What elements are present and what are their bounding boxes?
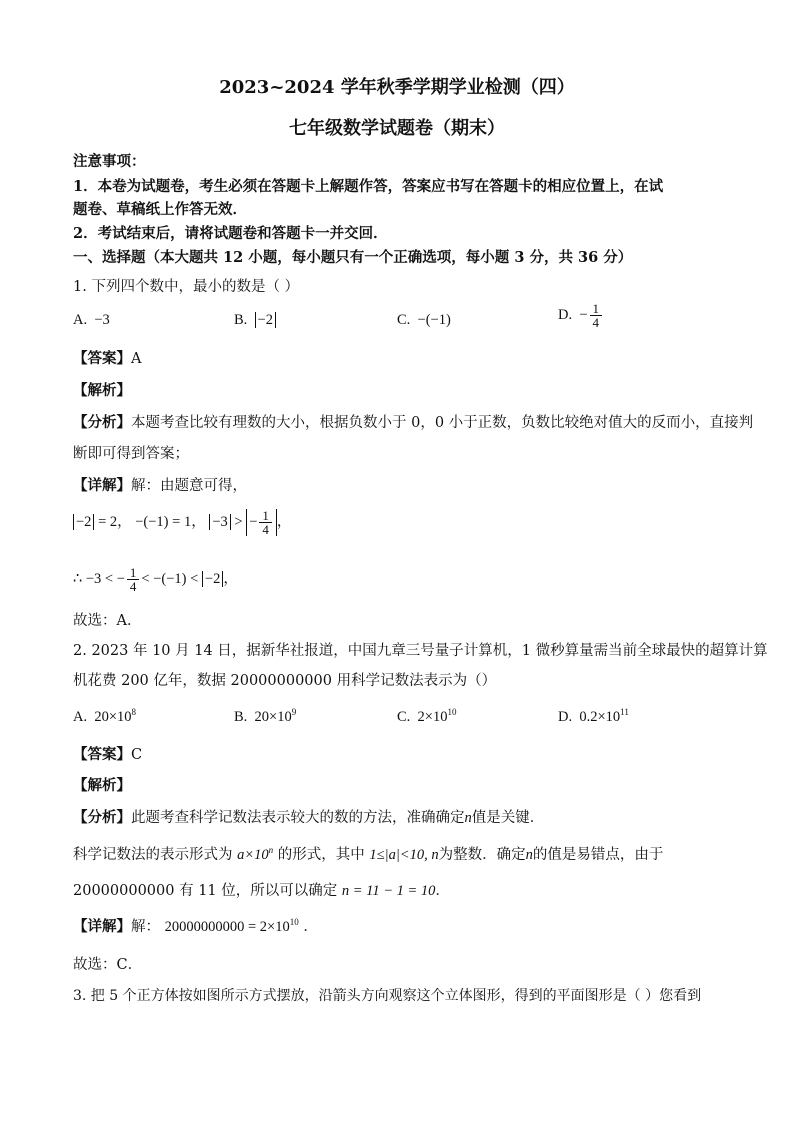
fraction-numerator: 1 xyxy=(590,302,603,316)
fenxi-text: 值是关键． xyxy=(471,810,545,826)
eq-term: −2 xyxy=(73,514,94,530)
option-label: C. xyxy=(397,312,411,328)
option-label: D. xyxy=(558,306,573,323)
q1-fenxi-cont: 断即可得到答案； xyxy=(73,446,189,462)
option-value: −3 xyxy=(94,312,110,328)
q1-option-b xyxy=(234,312,276,329)
option-value: 20×10 xyxy=(94,709,132,725)
math-expression: a×10 xyxy=(237,847,269,863)
eq-term: < −(−1) < xyxy=(141,570,199,587)
q2-xiangjie xyxy=(73,915,318,936)
q2-answer xyxy=(73,743,142,764)
notice-item-2: 2．考试结束后，请将试题卷和答题卡一并交回． xyxy=(73,225,388,242)
eq-term: ， xyxy=(223,570,238,587)
q2-stem: 2. 2023 年 10 月 14 日，据新华社报道，中国九章三号量子计算机，1 微秒算量需当前全球最快的超算计算 xyxy=(73,643,768,659)
q1-stem: 1. 下列四个数中，最小的数是（ ） xyxy=(73,279,300,295)
option-value: 2×10 xyxy=(417,709,448,725)
xiangjie-tag: 【详解】 xyxy=(73,918,131,935)
eq-term: −(−1) = 1， xyxy=(135,513,206,530)
q1-fenxi xyxy=(73,411,753,432)
section-heading: 一、选择题（本大题共 12 小题，每小题只有一个正确选项，每小题 3 分，共 36 分） xyxy=(73,249,633,266)
fraction xyxy=(590,302,603,329)
option-value: −2 xyxy=(255,312,276,328)
text: 为整数．确定 xyxy=(438,847,526,863)
eq-term: ， xyxy=(276,513,292,530)
option-label: D. xyxy=(558,709,573,725)
fraction-denominator: 4 xyxy=(262,522,269,537)
notice-item-1: 1．本卷为试题卷，考生必须在答题卡上解题作答，答案应书写在答题卡的相应位置上，在试 xyxy=(73,178,664,195)
math-expression: 1≤|a|<10, n xyxy=(369,847,439,863)
answer-value: A xyxy=(131,351,142,367)
math-variable: n xyxy=(464,810,472,826)
q2-option-c xyxy=(397,707,456,726)
fraction-numerator: 1 xyxy=(259,509,272,523)
text: ． xyxy=(303,919,318,935)
q2-fenxi xyxy=(73,806,544,827)
option-sign: − xyxy=(579,306,588,323)
xiangjie-text: 解： xyxy=(131,919,160,935)
fraction xyxy=(127,566,140,593)
q1-analysis-tag: 【解析】 xyxy=(73,382,131,399)
eq-abs-fraction xyxy=(246,509,277,536)
q1-xiangjie xyxy=(73,474,247,495)
notice-item-1-cont: 题卷、草稿纸上作答无效． xyxy=(73,201,247,218)
q2-stem-cont: 机花费 200 亿年，数据 20000000000 用科学记数法表示为（） xyxy=(73,673,497,689)
eq-term: −3 xyxy=(209,514,230,530)
option-value: 20×10 xyxy=(254,709,292,725)
fraction xyxy=(259,509,272,536)
q3-stem: 3. 把 5 个正方体按如图所示方式摆放，沿箭头方向观察这个立体图形，得到的平面图形是（ ）您看到 xyxy=(73,988,702,1004)
text: 20000000000 有 11 位，所以可以确定 xyxy=(73,883,338,899)
q1-conclusion: 故选：A． xyxy=(73,613,142,629)
answer-tag: 【答案】 xyxy=(73,746,131,763)
answer-tag: 【答案】 xyxy=(73,350,131,367)
eq-term: > xyxy=(234,513,243,530)
page-title: 2023~2024 学年秋季学期学业检测（四） xyxy=(219,77,575,98)
fenxi-tag: 【分析】 xyxy=(73,414,131,431)
eq-term: = 2， xyxy=(98,513,132,530)
text: 科学记数法的表示形式为 xyxy=(73,847,233,863)
eq-term: ∴ −3 < − xyxy=(73,570,125,587)
option-label: B. xyxy=(234,312,248,328)
fraction-numerator: 1 xyxy=(127,566,140,580)
fraction-denominator: 4 xyxy=(592,315,600,330)
eq-term: − xyxy=(249,513,258,530)
option-label: C. xyxy=(397,709,411,725)
option-label: A. xyxy=(73,312,88,328)
math-exponent: 10 xyxy=(289,917,299,927)
q1-answer xyxy=(73,347,141,368)
fraction-denominator: 4 xyxy=(129,579,137,594)
page-subtitle: 七年级数学试题卷（期末） xyxy=(289,118,505,139)
math-expression: 20000000000 = 2×10 xyxy=(164,919,290,935)
eq-term: −2 xyxy=(202,571,223,587)
xiangjie-tag: 【详解】 xyxy=(73,477,131,494)
q2-analysis-line-2 xyxy=(73,843,663,864)
fenxi-text: 本题考查比较有理数的大小，根据负数小于 0，0 小于正数，负数比较绝对值大的反而小，直接判 xyxy=(131,415,754,431)
option-label: A. xyxy=(73,709,88,725)
fenxi-tag: 【分析】 xyxy=(73,809,131,826)
option-exponent: 8 xyxy=(131,707,137,717)
q1-option-d xyxy=(558,302,604,329)
q2-analysis-line-3 xyxy=(73,879,450,900)
option-exponent: 11 xyxy=(620,707,629,717)
q1-equation-1 xyxy=(73,509,291,536)
math-variable: n xyxy=(525,847,533,863)
q2-option-a xyxy=(73,707,136,726)
q2-conclusion: 故选：C． xyxy=(73,957,143,973)
math-exponent: n xyxy=(268,845,274,855)
text: 的形式，其中 xyxy=(277,847,365,863)
q2-analysis-tag: 【解析】 xyxy=(73,777,131,794)
xiangjie-text: 解：由题意可得， xyxy=(131,478,247,494)
text: ． xyxy=(435,883,450,899)
option-exponent: 9 xyxy=(291,707,297,717)
q1-option-a xyxy=(73,312,110,329)
q1-option-c xyxy=(397,312,451,329)
fenxi-text: 此题考查科学记数法表示较大的数的方法，准确确定 xyxy=(131,810,465,826)
q1-equation-2 xyxy=(73,566,238,593)
q2-option-d xyxy=(558,707,629,726)
option-value: 0.2×10 xyxy=(579,709,621,725)
text: 的值是易错点，由于 xyxy=(532,847,664,863)
option-value: −(−1) xyxy=(417,312,451,328)
answer-value: C xyxy=(131,747,143,763)
notice-heading: 注意事项： xyxy=(73,153,146,170)
option-exponent: 10 xyxy=(447,707,457,717)
option-label: B. xyxy=(234,709,248,725)
math-expression: n = 11 − 1 = 10 xyxy=(341,883,436,899)
q2-option-b xyxy=(234,707,296,726)
